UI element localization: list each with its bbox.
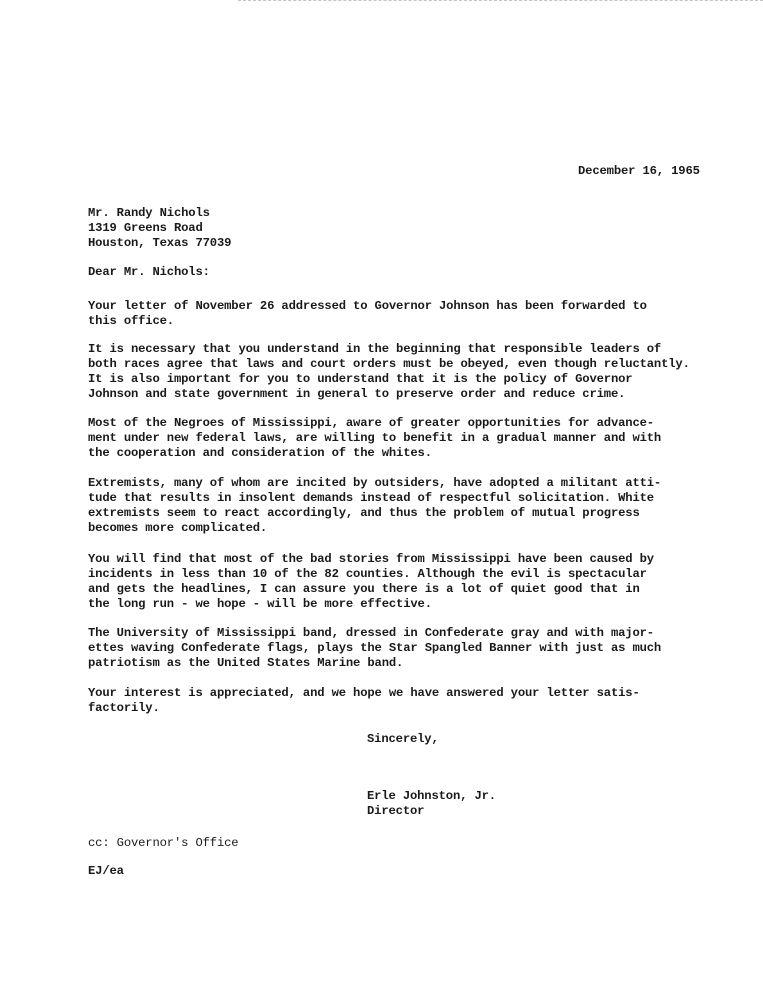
paragraph-line: patriotism as the United States Marine band.	[88, 656, 404, 670]
paragraph-line: and gets the headlines, I can assure you there is a lot of quiet good that in	[88, 582, 640, 596]
top-dashed-rule	[238, 0, 763, 1]
paragraph-interest	[88, 686, 640, 716]
paragraph-line: factorily.	[88, 701, 160, 715]
recipient-city: Houston, Texas 77039	[88, 236, 232, 250]
paragraph-line: both races agree that laws and court orders must be obeyed, even though reluctantly.	[88, 357, 690, 371]
signatory-name: Erle Johnston, Jr.	[367, 789, 496, 803]
letter-date: December 16, 1965	[578, 164, 700, 178]
paragraph-line: incidents in less than 10 of the 82 counties. Although the evil is spectacular	[88, 567, 647, 581]
paragraph-line: The University of Mississippi band, dressed in Confederate gray and with major-	[88, 626, 654, 640]
paragraph-line: extremists seem to react accordingly, and thus the problem of mutual progress	[88, 506, 640, 520]
closing: Sincerely,	[367, 732, 439, 746]
recipient-address	[88, 206, 231, 251]
signature-block	[367, 789, 496, 819]
cc-line: cc: Governor's Office	[88, 836, 239, 850]
paragraph-line: tude that results in insolent demands instead of respectful solicitation. White	[88, 491, 654, 505]
paragraph-line: ettes waving Confederate flags, plays the Star Spangled Banner with just as much	[88, 641, 662, 655]
paragraph-stories	[88, 552, 654, 612]
paragraph-line: the cooperation and consideration of the whites.	[88, 446, 432, 460]
paragraph-line: Johnson and state government in general to preserve order and reduce crime.	[88, 387, 626, 401]
signatory-title: Director	[367, 804, 425, 818]
paragraph-line: It is also important for you to understand that it is the policy of Governor	[88, 372, 633, 386]
paragraph-line: Extremists, many of whom are incited by outsiders, have adopted a militant atti-	[88, 476, 662, 490]
paragraph-band	[88, 626, 661, 671]
paragraph-line: ment under new federal laws, are willing to benefit in a gradual manner and with	[88, 431, 662, 445]
salutation: Dear Mr. Nichols:	[88, 265, 210, 279]
recipient-name: Mr. Randy Nichols	[88, 206, 210, 220]
typist-initials: EJ/ea	[88, 864, 124, 878]
paragraph-line: the long run - we hope - will be more effective.	[88, 597, 432, 611]
paragraph-line: Your letter of November 26 addressed to Governor Johnson has been forwarded to	[88, 299, 647, 313]
paragraph-opportunities	[88, 416, 661, 461]
paragraph-line: You will find that most of the bad stories from Mississippi have been caused by	[88, 552, 654, 566]
paragraph-line: It is necessary that you understand in the beginning that responsible leaders of	[88, 342, 662, 356]
paragraph-forwarded	[88, 299, 647, 329]
paragraph-line: becomes more complicated.	[88, 521, 268, 535]
paragraph-line: Your interest is appreciated, and we hope we have answered your letter satis-	[88, 686, 640, 700]
recipient-street: 1319 Greens Road	[88, 221, 203, 235]
paragraph-extremists	[88, 476, 661, 536]
paragraph-line: this office.	[88, 314, 174, 328]
paragraph-laws	[88, 342, 690, 402]
paragraph-line: Most of the Negroes of Mississippi, aware of greater opportunities for advance-	[88, 416, 654, 430]
